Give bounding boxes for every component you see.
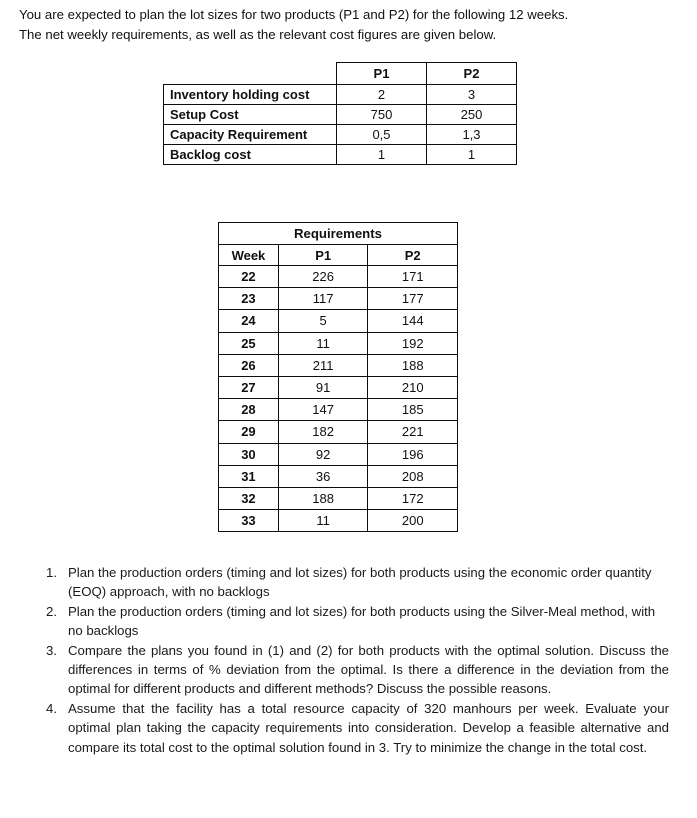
table-row [164, 125, 517, 145]
cost-table-header-p1: P1 [337, 63, 427, 85]
requirements-table-container [218, 222, 458, 532]
list-item [41, 641, 669, 699]
question-text: Compare the plans you found in (1) and (2) for both products with the optimal solution. Discuss the differences in terms of % deviation from the optimal. Is there a difference in the deviation from the optimal for different products and different methods? Discuss the possible reasons. [68, 642, 669, 697]
requirements-p1-value: 182 [278, 421, 368, 443]
requirements-table-head [219, 223, 458, 266]
table-row [219, 399, 458, 421]
requirements-p1-value: 91 [278, 376, 368, 398]
list-item [41, 602, 669, 641]
requirements-p1-value: 211 [278, 354, 368, 376]
question-text: Assume that the facility has a total resource capacity of 320 manhours per week. Evaluate your optimal plan taking the capacity requirements into consideration. Develop a feasible alternative and compare its total cost to the optimal solution found in 3. Try to minimize the change in the total cost. [68, 700, 669, 755]
cost-row-p1-value: 1 [337, 145, 427, 165]
requirements-week: 27 [219, 376, 279, 398]
requirements-p2-value: 221 [368, 421, 458, 443]
requirements-p1-value: 36 [278, 465, 368, 487]
cost-row-p2-value: 1,3 [427, 125, 517, 145]
requirements-week: 25 [219, 332, 279, 354]
requirements-header-p2: P2 [368, 245, 458, 266]
requirements-p1-value: 11 [278, 510, 368, 532]
requirements-table-title: Requirements [219, 223, 458, 245]
requirements-week: 30 [219, 443, 279, 465]
cost-row-p1-value: 2 [337, 85, 427, 105]
cost-row-label: Backlog cost [164, 145, 337, 165]
table-row [219, 354, 458, 376]
list-item [41, 699, 669, 757]
intro-paragraph [19, 5, 677, 45]
requirements-title-row [219, 223, 458, 245]
cost-table-body [164, 85, 517, 165]
cost-row-label: Capacity Requirement [164, 125, 337, 145]
requirements-week: 26 [219, 354, 279, 376]
table-row [164, 85, 517, 105]
table-row [219, 266, 458, 288]
cost-row-p2-value: 250 [427, 105, 517, 125]
requirements-week: 28 [219, 399, 279, 421]
table-row [219, 421, 458, 443]
requirements-week: 31 [219, 465, 279, 487]
requirements-p2-value: 144 [368, 310, 458, 332]
question-number: 2. [46, 603, 57, 619]
table-row [219, 376, 458, 398]
requirements-week: 29 [219, 421, 279, 443]
table-row [219, 310, 458, 332]
list-item [41, 563, 669, 602]
cost-table-header-p2: P2 [427, 63, 517, 85]
requirements-p1-value: 188 [278, 487, 368, 509]
table-row [164, 145, 517, 165]
question-number: 4. [46, 700, 57, 716]
cost-row-label: Inventory holding cost [164, 85, 337, 105]
requirements-table-body [219, 266, 458, 532]
cost-table-head [164, 63, 517, 85]
requirements-p1-value: 226 [278, 266, 368, 288]
requirements-p2-value: 171 [368, 266, 458, 288]
table-row [219, 288, 458, 310]
cost-table-container [163, 62, 517, 165]
cost-row-label: Setup Cost [164, 105, 337, 125]
cost-row-p2-value: 3 [427, 85, 517, 105]
question-text: Plan the production orders (timing and lot sizes) for both products using the economic order quantity (EOQ) approach, with no backlogs [68, 565, 652, 600]
cost-row-p2-value: 1 [427, 145, 517, 165]
requirements-p2-value: 177 [368, 288, 458, 310]
requirements-p2-value: 210 [368, 376, 458, 398]
table-row [219, 465, 458, 487]
cost-table-corner-cell [164, 63, 337, 85]
intro-line-2: The net weekly requirements, as well as the relevant cost figures are given below. [19, 27, 497, 42]
requirements-p1-value: 92 [278, 443, 368, 465]
cost-row-p1-value: 750 [337, 105, 427, 125]
question-number: 3. [46, 642, 57, 658]
cost-row-p1-value: 0,5 [337, 125, 427, 145]
requirements-header-week: Week [219, 245, 279, 266]
requirements-week: 22 [219, 266, 279, 288]
requirements-header-p1: P1 [278, 245, 368, 266]
cost-table-header-row [164, 63, 517, 85]
table-row [219, 332, 458, 354]
question-number: 1. [46, 565, 57, 580]
requirements-p2-value: 172 [368, 487, 458, 509]
question-text: Plan the production orders (timing and lot sizes) for both products using the Silver-Meal method, with no backlogs [68, 603, 656, 639]
requirements-week: 33 [219, 510, 279, 532]
requirements-week: 32 [219, 487, 279, 509]
weekly-requirements-table [218, 222, 458, 532]
requirements-p2-value: 185 [368, 399, 458, 421]
cost-figures-table [163, 62, 517, 165]
requirements-p2-value: 196 [368, 443, 458, 465]
requirements-p1-value: 147 [278, 399, 368, 421]
requirements-p1-value: 117 [278, 288, 368, 310]
intro-line-1: You are expected to plan the lot sizes for two products (P1 and P2) for the following 12 weeks. [19, 7, 569, 22]
table-row [219, 487, 458, 509]
requirements-p2-value: 188 [368, 354, 458, 376]
requirements-header-row [219, 245, 458, 266]
table-row [219, 510, 458, 532]
requirements-p1-value: 11 [278, 332, 368, 354]
requirements-p2-value: 200 [368, 510, 458, 532]
table-row [164, 105, 517, 125]
requirements-p2-value: 192 [368, 332, 458, 354]
questions-list [41, 563, 669, 757]
requirements-p1-value: 5 [278, 310, 368, 332]
requirements-p2-value: 208 [368, 465, 458, 487]
requirements-week: 24 [219, 310, 279, 332]
table-row [219, 443, 458, 465]
requirements-week: 23 [219, 288, 279, 310]
